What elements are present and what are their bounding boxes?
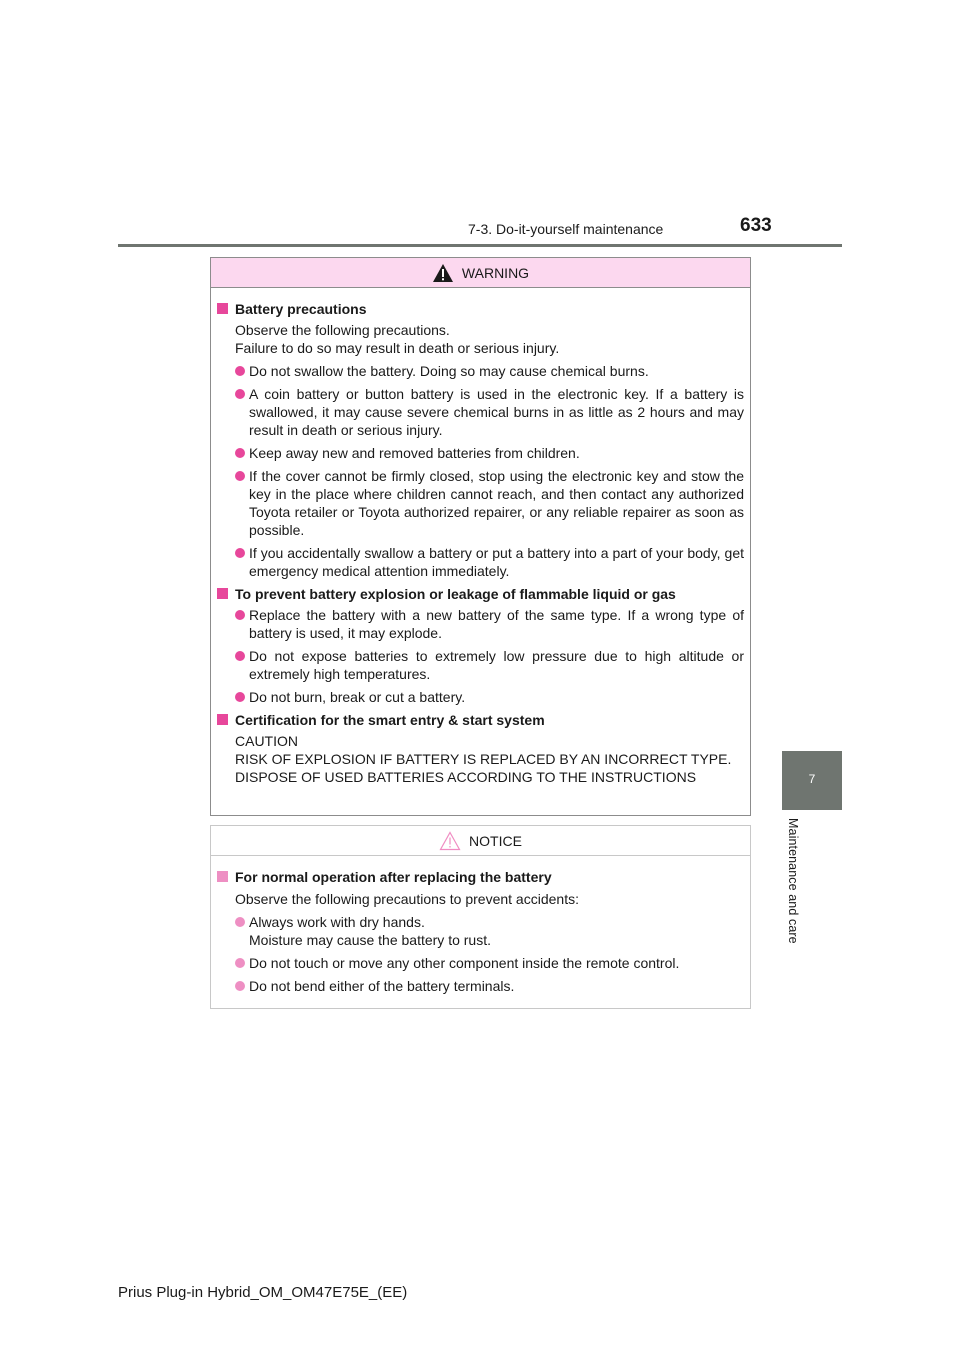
notice-box (210, 825, 751, 1009)
notice-content (211, 856, 750, 995)
list-item: Replace the battery with a new battery of the same type. If a wrong type of battery is used, it may explode. (217, 606, 744, 642)
round-bullet-icon (235, 958, 245, 968)
chapter-label: Maintenance and care (786, 818, 800, 944)
list-item: Do not expose batteries to extremely low pressure due to high altitude or extremely high temperatures. (217, 647, 744, 683)
warning-title: WARNING (461, 264, 530, 281)
section-heading: Battery precautions (217, 300, 744, 318)
list-item: Keep away new and removed batteries from children. (217, 444, 744, 462)
round-bullet-icon (235, 548, 245, 558)
notice-triangle-icon (439, 831, 461, 851)
list-item: If the cover cannot be firmly closed, stop using the electronic key and stow the key in the place where children cannot reach, and then contact any authorized Toyota retailer or Toyota authorized repairer, or any reliable repairer as soon as possible. (217, 467, 744, 539)
section-heading: Certification for the smart entry & start system (217, 711, 744, 729)
round-bullet-icon (235, 610, 245, 620)
caution-line: RISK OF EXPLOSION IF BATTERY IS REPLACED BY AN INCORRECT TYPE. (235, 751, 732, 767)
caution-line: CAUTION (235, 733, 298, 749)
list-item: Do not burn, break or cut a battery. (217, 688, 744, 706)
warning-triangle-icon (432, 263, 454, 283)
chapter-tab (782, 751, 842, 810)
notice-header (211, 826, 750, 856)
section-heading: To prevent battery explosion or leakage of flammable liquid or gas (217, 585, 744, 603)
page-number: 633 (740, 215, 772, 236)
round-bullet-icon (235, 692, 245, 702)
warning-header (211, 258, 750, 288)
round-bullet-icon (235, 651, 245, 661)
square-bullet-icon (217, 714, 228, 725)
warning-box (210, 257, 751, 816)
round-bullet-icon (235, 981, 245, 991)
list-item: Do not touch or move any other component inside the remote control. (217, 954, 744, 972)
round-bullet-icon (235, 917, 245, 927)
round-bullet-icon (235, 366, 245, 376)
footer-document-id: Prius Plug-in Hybrid_OM_OM47E75E_(EE) (118, 1284, 408, 1301)
section-title: 7-3. Do-it-yourself maintenance (468, 221, 664, 237)
section-heading: For normal operation after replacing the battery (217, 868, 744, 886)
header-rule (118, 244, 842, 247)
square-bullet-icon (217, 303, 228, 314)
chapter-number: 7 (808, 772, 816, 786)
list-item: Do not swallow the battery. Doing so may cause chemical burns. (217, 362, 744, 380)
list-item: Always work with dry hands. Moisture may cause the battery to rust. (217, 913, 744, 949)
round-bullet-icon (235, 471, 245, 481)
list-item: If you accidentally swallow a battery or put a battery into a part of your body, get emergency medical attention immediately. (217, 544, 744, 580)
list-item: Do not bend either of the battery terminals. (217, 977, 744, 995)
round-bullet-icon (235, 389, 245, 399)
square-bullet-icon (217, 871, 228, 882)
caution-line: DISPOSE OF USED BATTERIES ACCORDING TO THE INSTRUCTIONS (235, 769, 697, 785)
warning-content (211, 288, 750, 786)
round-bullet-icon (235, 448, 245, 458)
section-intro: Observe the following precautions. Failure to do so may result in death or serious injury. (235, 322, 560, 356)
notice-title: NOTICE (469, 832, 522, 849)
list-item: A coin battery or button battery is used in the electronic key. If a battery is swallowed, it may cause severe chemical burns in as little as 2 hours and may result in death or serious injury. (217, 385, 744, 439)
square-bullet-icon (217, 588, 228, 599)
section-intro: Observe the following precautions to prevent accidents: (235, 891, 579, 907)
